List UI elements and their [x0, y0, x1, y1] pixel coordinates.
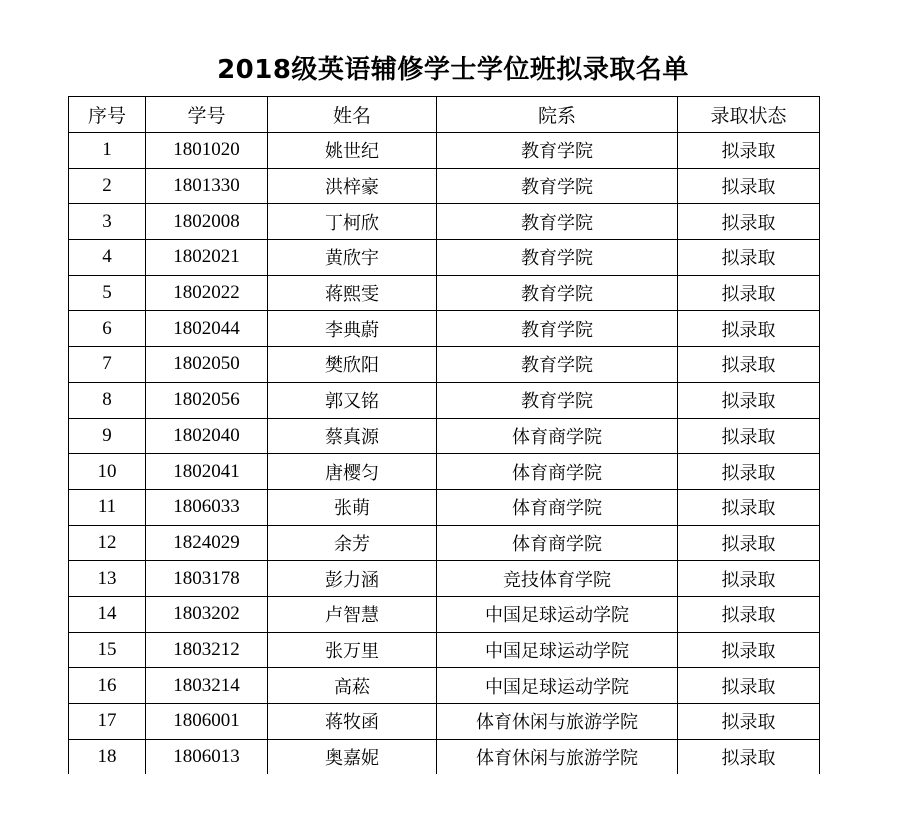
cell-serial-number: 4 — [69, 240, 146, 276]
cell-department: 教育学院 — [437, 275, 678, 311]
cell-student-id: 1806013 — [146, 739, 268, 774]
cell-admission-status: 拟录取 — [678, 739, 820, 774]
cell-serial-number: 16 — [69, 668, 146, 704]
cell-name: 樊欣阳 — [268, 347, 437, 383]
cell-serial-number: 13 — [69, 561, 146, 597]
cell-admission-status: 拟录取 — [678, 418, 820, 454]
cell-department: 中国足球运动学院 — [437, 632, 678, 668]
cell-serial-number: 11 — [69, 489, 146, 525]
cell-serial-number: 14 — [69, 596, 146, 632]
cell-name: 卢智慧 — [268, 596, 437, 632]
cell-admission-status: 拟录取 — [678, 204, 820, 240]
cell-student-id: 1806001 — [146, 704, 268, 740]
cell-name: 张万里 — [268, 632, 437, 668]
cell-admission-status: 拟录取 — [678, 489, 820, 525]
table-row — [69, 632, 820, 668]
cell-name: 蔡真源 — [268, 418, 437, 454]
cell-department: 教育学院 — [437, 311, 678, 347]
cell-department: 教育学院 — [437, 133, 678, 169]
cell-admission-status: 拟录取 — [678, 133, 820, 169]
table-row — [69, 275, 820, 311]
cell-name: 彭力涵 — [268, 561, 437, 597]
cell-department: 教育学院 — [437, 382, 678, 418]
cell-student-id: 1801020 — [146, 133, 268, 169]
cell-department: 体育商学院 — [437, 454, 678, 490]
cell-student-id: 1802021 — [146, 240, 268, 276]
cell-department: 体育休闲与旅游学院 — [437, 704, 678, 740]
cell-department: 体育休闲与旅游学院 — [437, 739, 678, 774]
cell-admission-status: 拟录取 — [678, 704, 820, 740]
cell-name: 蒋牧函 — [268, 704, 437, 740]
cell-serial-number: 5 — [69, 275, 146, 311]
table-row — [69, 133, 820, 169]
table-row — [69, 311, 820, 347]
cell-serial-number: 7 — [69, 347, 146, 383]
cell-department: 教育学院 — [437, 204, 678, 240]
cell-admission-status: 拟录取 — [678, 454, 820, 490]
cell-student-id: 1803212 — [146, 632, 268, 668]
cell-admission-status: 拟录取 — [678, 311, 820, 347]
cell-department: 教育学院 — [437, 240, 678, 276]
cell-serial-number: 1 — [69, 133, 146, 169]
table-row — [69, 454, 820, 490]
cell-admission-status: 拟录取 — [678, 525, 820, 561]
cell-department: 体育商学院 — [437, 525, 678, 561]
table-body — [69, 133, 820, 775]
cell-admission-status: 拟录取 — [678, 240, 820, 276]
cell-name: 张萌 — [268, 489, 437, 525]
cell-serial-number: 18 — [69, 739, 146, 774]
cell-department: 教育学院 — [437, 168, 678, 204]
cell-name: 蒋熙雯 — [268, 275, 437, 311]
header-row — [69, 97, 820, 133]
cell-serial-number: 3 — [69, 204, 146, 240]
cell-student-id: 1802008 — [146, 204, 268, 240]
cell-student-id: 1802040 — [146, 418, 268, 454]
table-row — [69, 204, 820, 240]
cell-serial-number: 9 — [69, 418, 146, 454]
cell-serial-number: 2 — [69, 168, 146, 204]
cell-student-id: 1803214 — [146, 668, 268, 704]
cell-name: 高菘 — [268, 668, 437, 704]
cell-admission-status: 拟录取 — [678, 632, 820, 668]
cell-department: 体育商学院 — [437, 489, 678, 525]
cell-serial-number: 12 — [69, 525, 146, 561]
cell-admission-status: 拟录取 — [678, 168, 820, 204]
cell-department: 竞技体育学院 — [437, 561, 678, 597]
cell-student-id: 1801330 — [146, 168, 268, 204]
cell-department: 教育学院 — [437, 347, 678, 383]
header-admission-status: 录取状态 — [678, 97, 820, 133]
cell-name: 洪梓豪 — [268, 168, 437, 204]
cell-admission-status: 拟录取 — [678, 382, 820, 418]
cell-serial-number: 8 — [69, 382, 146, 418]
header-student-id: 学号 — [146, 97, 268, 133]
cell-student-id: 1802044 — [146, 311, 268, 347]
cell-serial-number: 10 — [69, 454, 146, 490]
table-row — [69, 168, 820, 204]
cell-student-id: 1802041 — [146, 454, 268, 490]
cell-name: 郭又铭 — [268, 382, 437, 418]
cell-student-id: 1824029 — [146, 525, 268, 561]
header-serial-number: 序号 — [69, 97, 146, 133]
table-row — [69, 668, 820, 704]
table-row — [69, 347, 820, 383]
cell-name: 李典蔚 — [268, 311, 437, 347]
cell-student-id: 1802022 — [146, 275, 268, 311]
cell-department: 中国足球运动学院 — [437, 668, 678, 704]
cell-admission-status: 拟录取 — [678, 596, 820, 632]
cell-student-id: 1803178 — [146, 561, 268, 597]
cell-admission-status: 拟录取 — [678, 561, 820, 597]
table-row — [69, 240, 820, 276]
cell-department: 中国足球运动学院 — [437, 596, 678, 632]
table-row — [69, 704, 820, 740]
cell-student-id: 1802056 — [146, 382, 268, 418]
cell-name: 奥嘉妮 — [268, 739, 437, 774]
cell-student-id: 1802050 — [146, 347, 268, 383]
table-header — [69, 97, 820, 133]
table-row — [69, 739, 820, 774]
table-row — [69, 418, 820, 454]
table-row — [69, 596, 820, 632]
admission-table — [68, 96, 820, 774]
page-title: 2018级英语辅修学士学位班拟录取名单 — [217, 55, 689, 85]
table-row — [69, 525, 820, 561]
cell-admission-status: 拟录取 — [678, 275, 820, 311]
cell-student-id: 1806033 — [146, 489, 268, 525]
table-row — [69, 561, 820, 597]
cell-name: 余芳 — [268, 525, 437, 561]
cell-serial-number: 17 — [69, 704, 146, 740]
header-name: 姓名 — [268, 97, 437, 133]
cell-serial-number: 15 — [69, 632, 146, 668]
header-department: 院系 — [437, 97, 678, 133]
cell-department: 体育商学院 — [437, 418, 678, 454]
cell-name: 唐樱匀 — [268, 454, 437, 490]
cell-name: 黄欣宇 — [268, 240, 437, 276]
cell-admission-status: 拟录取 — [678, 668, 820, 704]
cell-name: 姚世纪 — [268, 133, 437, 169]
cell-serial-number: 6 — [69, 311, 146, 347]
cell-admission-status: 拟录取 — [678, 347, 820, 383]
cell-name: 丁柯欣 — [268, 204, 437, 240]
table-row — [69, 382, 820, 418]
cell-student-id: 1803202 — [146, 596, 268, 632]
table-row — [69, 489, 820, 525]
